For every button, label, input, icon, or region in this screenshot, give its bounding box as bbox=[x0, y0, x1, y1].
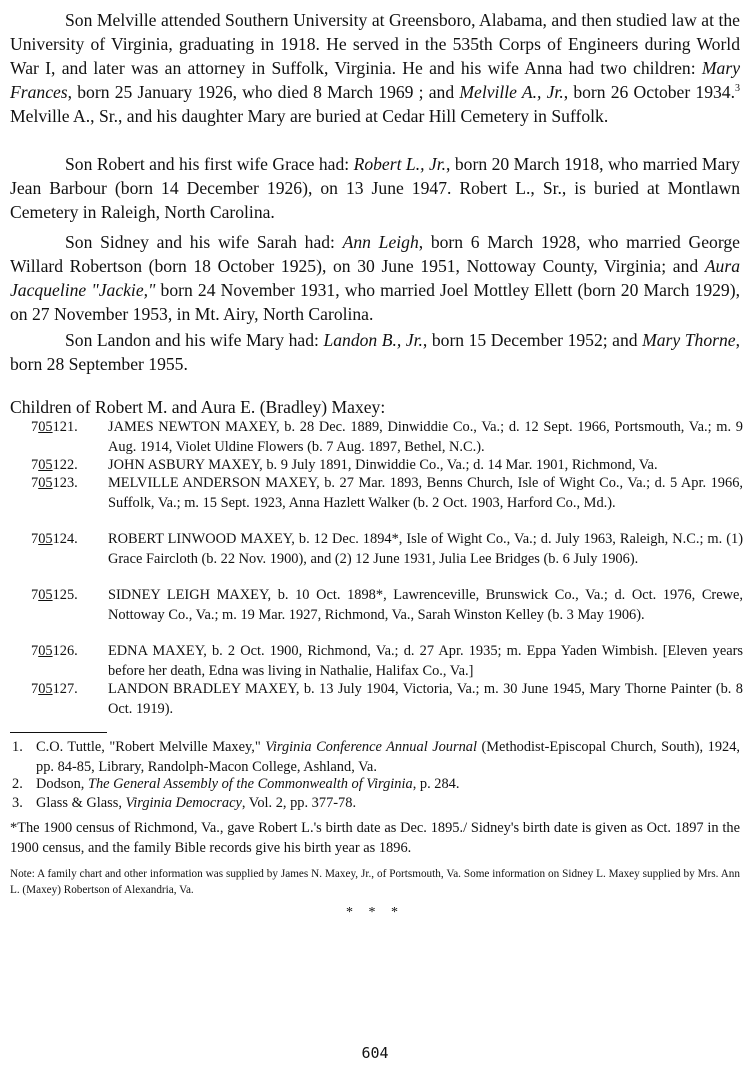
child-number: 705121. bbox=[31, 419, 78, 435]
child-text: LANDON BRADLEY MAXEY, b. 13 July 1904, Victoria, Va.; m. 30 June 1945, Mary Thorne Painter (b. 8 Oct. 1919). bbox=[108, 681, 743, 717]
child-number: 705122. bbox=[31, 457, 78, 473]
child-text: JAMES NEWTON MAXEY, b. 28 Dec. 1889, Dinwiddie Co., Va.; d. 12 Sept. 1966, Portsmouth, Va.; m. 9 Aug. 1914, Violet Uldine Flowers (b. 7 Aug. 1897, Bethel, N.C.). bbox=[108, 419, 743, 455]
child-number: 705126. bbox=[31, 643, 78, 659]
page-number: 604 bbox=[361, 1044, 389, 1062]
name-mary-thorne: Mary Thorne bbox=[642, 330, 736, 350]
section-break-stars: * * * bbox=[346, 905, 404, 920]
children-heading: Children of Robert M. and Aura E. (Bradley) Maxey: bbox=[10, 397, 386, 417]
child-entry bbox=[31, 456, 743, 476]
name-melville-jr: Melville A., Jr. bbox=[459, 82, 564, 102]
child-number: 705123. bbox=[31, 475, 78, 491]
paragraph-sidney: Son Sidney and his wife Sarah had: Ann Leigh, born 6 March 1928, who married George Willard Robertson (born 18 October 1925), on 30 June 1951, Nottoway County, Virginia; and Aura Jacqueline "Jackie," born 24 November 1931, who married Joel Mottley Ellett (born 20 March 1929), on 27 November 1953, in Mt. Airy, North Carolina. bbox=[10, 232, 740, 324]
name-mary-frances: Mary Frances bbox=[10, 58, 740, 102]
name-robert-jr: Robert L., Jr. bbox=[353, 154, 447, 174]
child-entry bbox=[31, 530, 743, 569]
source-note: Note: A family chart and other information was supplied by James N. Maxey, Jr., of Portsmouth, Va. Some information on Sidney L. Maxey supplied by Mrs. Ann L. (Maxey) Robertson of Alexandria, Va. bbox=[10, 868, 740, 896]
paragraph-robert: Son Robert and his first wife Grace had: Robert L., Jr., born 20 March 1918, who married Mary Jean Barbour (born 14 December 1926), on 13 June 1947. Robert L., Sr., is buried at Montlawn Cemetery in Raleigh, North Carolina. bbox=[10, 154, 740, 222]
paragraph-melville: Son Melville attended Southern University at Greensboro, Alabama, and then studied law at the University of Virginia, graduating in 1918. He served in the 535th Corps of Engineers during World War I, and later was an attorney in Suffolk, Virginia. He and his wife Anna had two children: Mary Frances, born 25 January 1926, who died 8 March 1969 ; and Melville A., Jr., born 26 October 1934.$^3$ Melville A., Sr., and his daughter Mary are buried at Cedar Hill Cemetery in Suffolk. bbox=[10, 10, 740, 126]
child-number: 705125. bbox=[31, 587, 78, 603]
footnote-1: 1. C.O. Tuttle, "Robert Melville Maxey," Virginia Conference Annual Journal (Methodist-Episcopal Church, South), 1924, pp. 84-85, Library, Randolph-Macon College, Ashland, Va. bbox=[12, 739, 740, 775]
child-entry bbox=[31, 642, 743, 681]
census-note: *The 1900 census of Richmond, Va., gave Robert L.'s birth date as Dec. 1895./ Sidney's birth date is given as Oct. 1897 in the 1900 census, and the family Bible records give his birth year as 1896. bbox=[10, 820, 740, 856]
name-ann-leigh: Ann Leigh bbox=[342, 232, 419, 252]
child-number: 705124. bbox=[31, 531, 78, 547]
footnote-2: 2. Dodson, The General Assembly of the Commonwealth of Virginia, p. 284. bbox=[12, 776, 460, 792]
child-entry bbox=[31, 474, 743, 513]
name-landon-jr: Landon B., Jr. bbox=[323, 330, 423, 350]
name-aura-jacqueline: Aura Jacqueline "Jackie," bbox=[10, 256, 740, 300]
child-entry bbox=[31, 586, 743, 625]
footnote-ref-3: 3 bbox=[735, 83, 740, 95]
child-text: JOHN ASBURY MAXEY, b. 9 July 1891, Dinwiddie Co., Va.; d. 14 Mar. 1901, Richmond, Va. bbox=[108, 457, 658, 473]
child-text: ROBERT LINWOOD MAXEY, b. 12 Dec. 1894*, Isle of Wight Co., Va.; d. July 1963, Raleigh, N.C.; m. (1) Grace Faircloth (b. 22 Nov. 1900), and (2) 12 June 1931, Julia Lee Bridges (b. 6 July 1906). bbox=[108, 531, 743, 567]
child-text: EDNA MAXEY, b. 2 Oct. 1900, Richmond, Va.; d. 27 Apr. 1935; m. Eppa Yaden Wimbish. [Eleven years before her death, Edna was living in Nathalie, Halifax Co., Va.] bbox=[108, 643, 743, 679]
child-text: SIDNEY LEIGH MAXEY, b. 10 Oct. 1898*, Lawrenceville, Brunswick Co., Va.; d. Oct. 1976, Crewe, Nottoway Co., Va.; m. 19 Mar. 1927, Richmond, Va., Sarah Winston Kelley (b. 3 May 1906). bbox=[108, 587, 743, 623]
footnote-divider bbox=[10, 732, 107, 733]
child-entry bbox=[31, 418, 743, 457]
footnote-3: 3. Glass & Glass, Virginia Democracy, Vol. 2, pp. 377-78. bbox=[12, 795, 357, 811]
child-number: 705127. bbox=[31, 681, 78, 697]
child-text: MELVILLE ANDERSON MAXEY, b. 27 Mar. 1893, Benns Church, Isle of Wight Co., Va.; d. 5 Apr. 1966, Suffolk, Va.; m. 15 Sept. 1923, Anna Hazlett Walker (b. 2 Oct. 1903, Harford Co., Md.). bbox=[108, 475, 743, 511]
child-entry bbox=[31, 680, 743, 719]
paragraph-landon: Son Landon and his wife Mary had: Landon B., Jr., born 15 December 1952; and Mary Thorne, born 28 September 1955. bbox=[10, 330, 740, 374]
